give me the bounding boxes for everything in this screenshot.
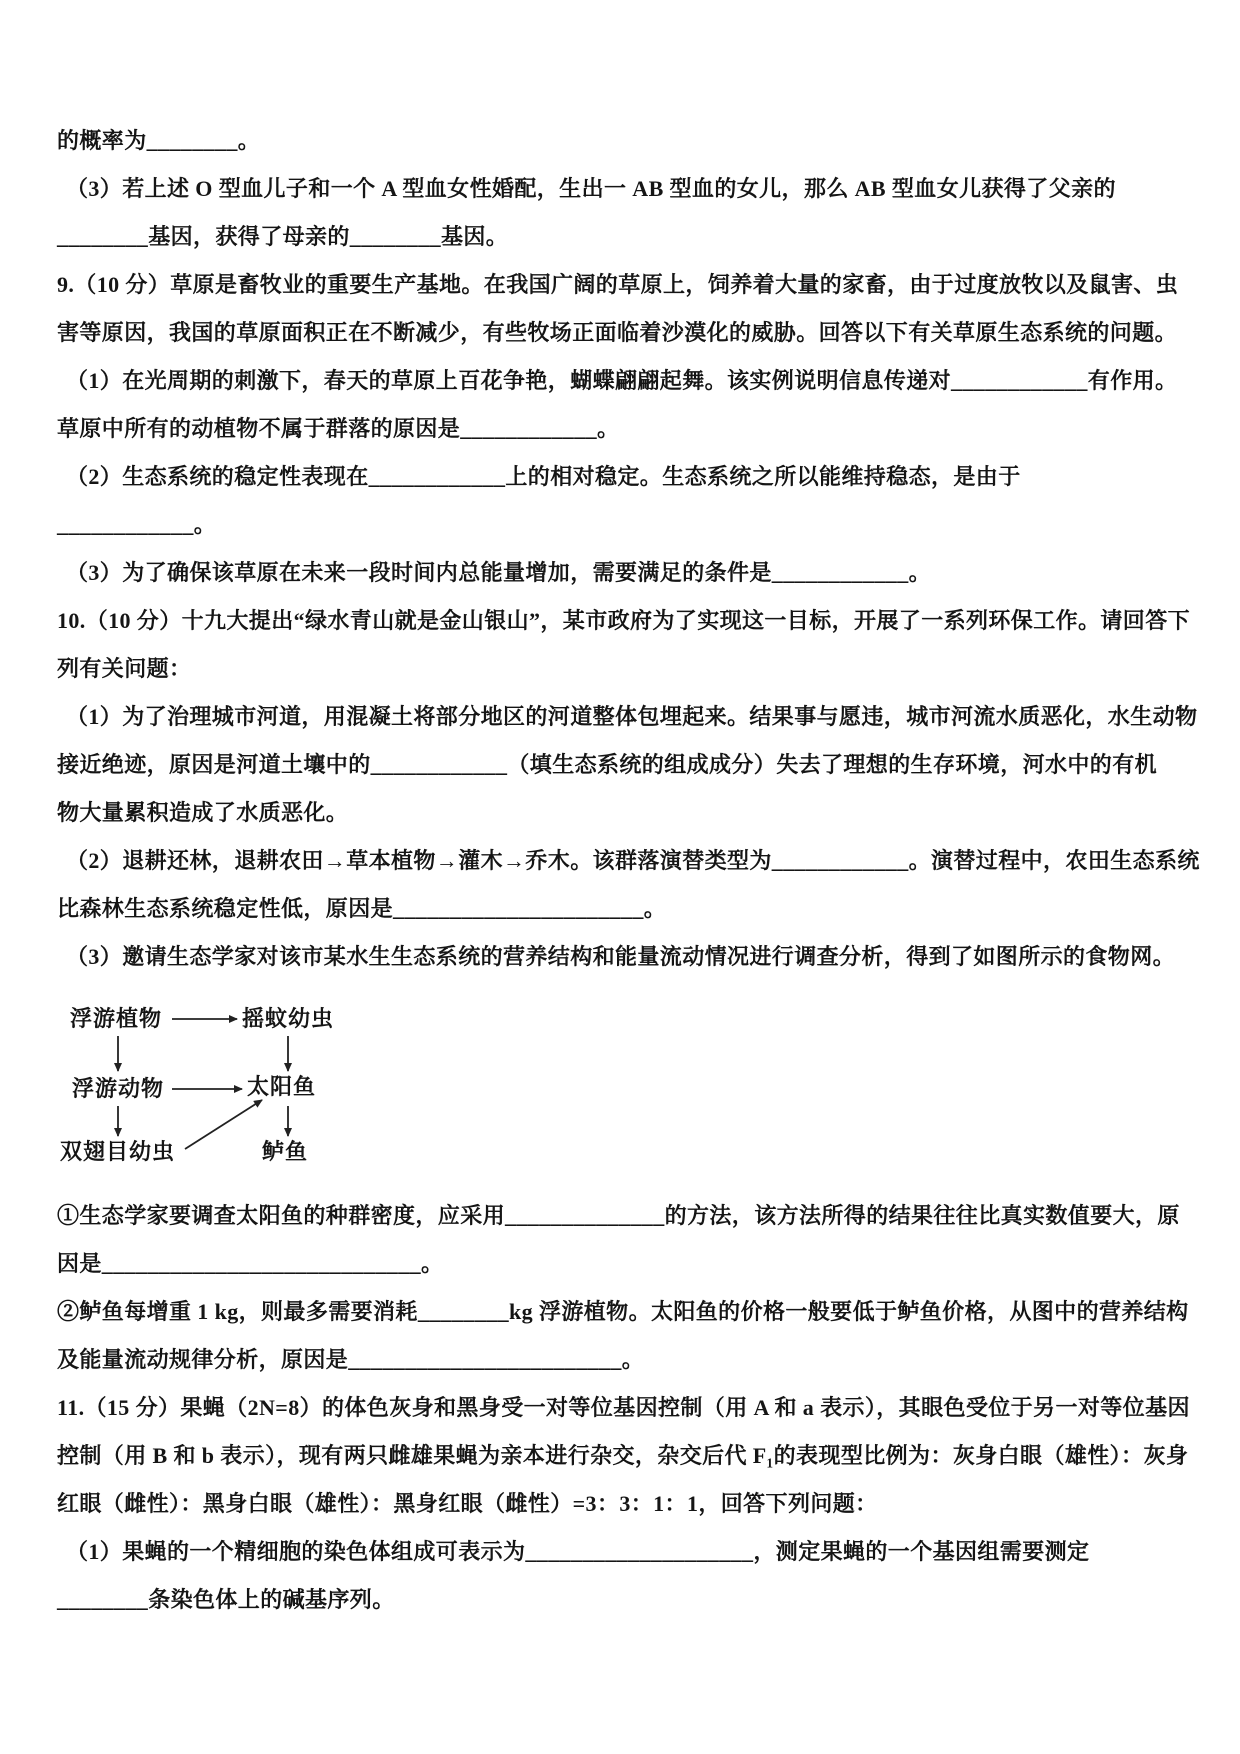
arrow-diptera-to-sunfish — [185, 1100, 262, 1149]
question-10-part3-line: （3）邀请生态学家对该市某水生生态系统的营养结构和能量流动情况进行调查分析，得到了如图所示的食物网。 — [66, 944, 1176, 969]
food-web-node-diptera-larvae: 双翅目幼虫 — [60, 1139, 176, 1164]
food-web-node-zooplankton: 浮游动物 — [72, 1076, 165, 1101]
question-9-part1-line-2: 草原中所有的动植物不属于群落的原因是____________。 — [57, 416, 620, 441]
question-10-part1-line-1: （1）为了治理城市河道，用混凝土将部分地区的河道整体包埋起来。结果事与愿违，城市河流水质恶化，水生动物 — [66, 704, 1198, 729]
question-10-sub2-line-1: ②鲈鱼每增重 1 kg，则最多需要消耗________kg 浮游植物。太阳鱼的价格一般要低于鲈鱼价格，从图中的营养结构 — [57, 1299, 1189, 1324]
food-web-node-perch: 鲈鱼 — [262, 1139, 309, 1164]
question-9-part3-line: （3）为了确保该草原在未来一段时间内总能量增加，需要满足的条件是____________。 — [66, 560, 932, 585]
question-9-part2-blank-line: ____________。 — [57, 512, 217, 537]
question-9-intro-line-2: 害等原因，我国的草原面积正在不断减少，有些牧场正面临着沙漠化的威胁。回答以下有关草原生态系统的问题。 — [57, 320, 1178, 345]
question-10-intro-line-1: 10.（10 分）十九大提出“绿水青山就是金山银山”，某市政府为了实现这一目标，开展了一系列环保工作。请回答下 — [57, 608, 1191, 633]
question-11-intro-line-1: 11.（15 分）果蝇（2N=8）的体色灰身和黑身受一对等位基因控制（用 A 和 a 表示），其眼色受位于另一对等位基因 — [57, 1395, 1190, 1420]
question-11-intro-line-3: 红眼（雌性）：黑身白眼（雄性）：黑身红眼（雌性）=3：3：1：1，回答下列问题： — [57, 1491, 878, 1516]
question-9-intro-line-1: 9.（10 分）草原是畜牧业的重要生产基地。在我国广阔的草原上，饲养着大量的家畜，由于过度放牧以及鼠害、虫 — [57, 272, 1179, 297]
question-10-part1-line-3: 物大量累积造成了水质恶化。 — [57, 800, 349, 825]
question-11-intro-line-2: 控制（用 B 和 b 表示），现有两只雌雄果蝇为亲本进行杂交，杂交后代 F₁的表现型比例为：灰身白眼（雄性）：灰身 — [57, 1443, 1189, 1468]
question-9-part2-line-1: （2）生态系统的稳定性表现在____________上的相对稳定。生态系统之所以能维持稳态，是由于 — [66, 464, 1021, 489]
question-11-part1-line-1: （1）果蝇的一个精细胞的染色体组成可表示为____________________，测定果蝇的一个基因组需要测定 — [66, 1539, 1090, 1564]
question-11-part1-line-2: ________条染色体上的碱基序列。 — [57, 1587, 395, 1612]
food-web-node-chironomid-larvae: 摇蚊幼虫 — [242, 1006, 335, 1031]
question-10-sub1-line-1: ①生态学家要调查太阳鱼的种群密度，应采用______________的方法，该方法所得的结果往往比真实数值要大，原 — [57, 1203, 1180, 1228]
question-10-sub1-line-2: 因是____________________________。 — [57, 1251, 444, 1276]
question-8-part3-line: （3）若上述 O 型血儿子和一个 A 型血女性婚配，生出一 AB 型血的女儿，那么 AB 型血女儿获得了父亲的 — [66, 176, 1116, 201]
question-10-sub2-line-2: 及能量流动规律分析，原因是________________________。 — [57, 1347, 645, 1372]
food-web-node-sunfish: 太阳鱼 — [247, 1074, 317, 1099]
food-web-node-phytoplankton: 浮游植物 — [70, 1006, 163, 1031]
question-10-part1-line-2: 接近绝迹，原因是河道土壤中的____________（填生态系统的组成成分）失去了理想的生存环境，河水中的有机 — [57, 752, 1158, 777]
probability-blank-line: 的概率为________。 — [57, 128, 261, 153]
question-10-intro-line-2: 列有关问题： — [57, 656, 192, 681]
question-9-part1-line-1: （1）在光周期的刺激下，春天的草原上百花争艳，蝴蝶翩翩起舞。该实例说明信息传递对____________有作用。 — [66, 368, 1178, 393]
question-8-part3-blanks-line: ________基因，获得了母亲的________基因。 — [57, 224, 509, 249]
question-10-part2-line-2: 比森林生态系统稳定性低，原因是______________________。 — [57, 896, 667, 921]
food-web-diagram — [57, 981, 1195, 1192]
question-10-part2-line-1: （2）退耕还林，退耕农田→草本植物→灌木→乔木。该群落演替类型为____________。演替过程中，农田生态系统 — [66, 848, 1200, 873]
